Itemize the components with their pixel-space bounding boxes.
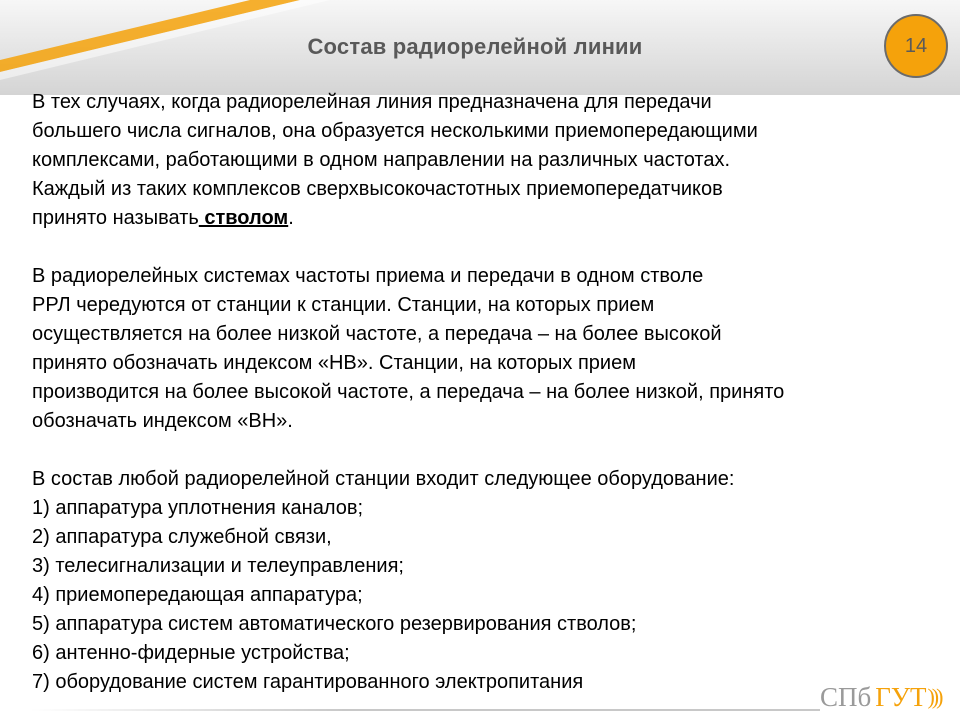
equipment-intro: В состав любой радиорелейной станции входит следующее оборудование:	[32, 468, 735, 490]
radio-waves-icon: )))	[927, 684, 941, 709]
list-item: 6) антенно-фидерные устройства;	[32, 642, 350, 664]
paragraph-gap	[32, 233, 942, 262]
text-line	[32, 204, 942, 233]
spbgut-logo	[820, 679, 940, 715]
text-line: Каждый из таких комплексов сверхвысокочастотных приемопередатчиков	[32, 178, 723, 200]
text-line: В тех случаях, когда радиорелейная линия предназначена для передачи	[32, 91, 712, 113]
text-line: РРЛ чередуются от станции к станции. Станции, на которых прием	[32, 294, 655, 316]
list-item: 5) аппаратура систем автоматического резервирования стволов;	[32, 613, 637, 635]
text-line-prefix: принято называть	[32, 207, 199, 229]
text-line: большего числа сигналов, она образуется несколькими приемопередающими	[32, 120, 758, 142]
logo-spb-text: СПб	[820, 681, 872, 712]
list-item: 2) аппаратура служебной связи,	[32, 526, 332, 548]
text-line: комплексами, работающими в одном направлении на различных частотах.	[32, 149, 731, 171]
paragraph-gap	[32, 436, 942, 465]
footer-divider	[30, 709, 820, 711]
text-line: обозначать индексом «ВН».	[32, 410, 293, 432]
list-item: 7) оборудование систем гарантированного электропитания	[32, 671, 584, 693]
page-number: 14	[904, 34, 928, 57]
slide-body	[32, 88, 942, 697]
page-number-badge	[884, 14, 948, 78]
list-item: 1) аппаратура уплотнения каналов;	[32, 497, 364, 519]
term-stvol: стволом	[198, 207, 289, 229]
page-title: Состав радиорелейной линии	[307, 34, 643, 59]
list-item: 4) приемопередающая аппаратура;	[32, 584, 363, 606]
text-line: принято обозначать индексом «НВ». Станции, на которых прием	[32, 352, 636, 374]
text-line: осуществляется на более низкой частоте, а передача – на более высокой	[32, 323, 722, 345]
text-line: В радиорелейных системах частоты приема и передачи в одном стволе	[32, 265, 704, 287]
logo-gut-text: ГУТ	[875, 681, 927, 712]
text-line: производится на более высокой частоте, а передача – на более низкой, принято	[32, 381, 785, 403]
text-line-suffix: .	[288, 207, 294, 229]
list-item: 3) телесигнализации и телеуправления;	[32, 555, 404, 577]
